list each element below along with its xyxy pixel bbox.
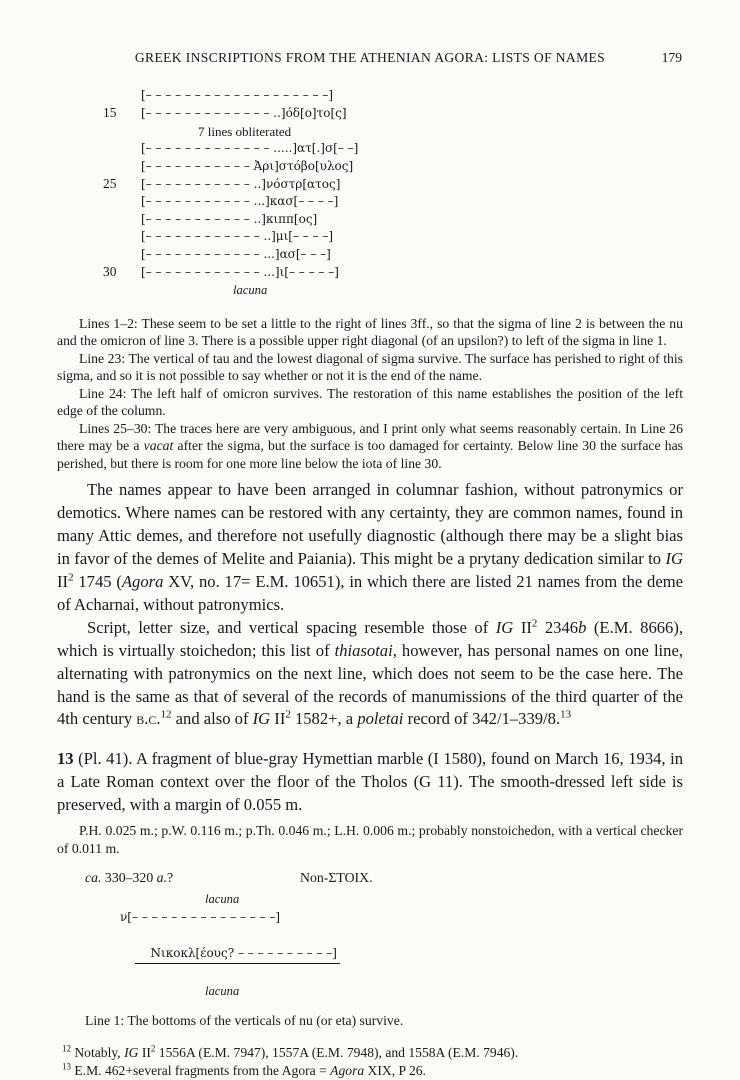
inscription-line-text: [– – – – – – – – – – – – – – – – – – –] — [141, 88, 334, 102]
inscription-line-text: [– – – – – – – – – – – ..]νόστρ[ατος] — [141, 177, 341, 192]
epigraphic-commentary — [57, 315, 683, 473]
inscription-line-text: [– – – – – – – – – – – – – ..]όδ[ο]το[ς] — [141, 106, 347, 121]
inscription-line-text: Νικοκλ[έους? – – – – – – – – – –] — [135, 944, 340, 964]
inscription-line — [57, 193, 683, 210]
inscription-line — [57, 228, 683, 245]
inscription-line-text: ν[– – – – – – – – – – – – – – –] — [120, 910, 281, 925]
inscription-line-text: [– – – – – – – – – – – – ..]μι[– – – –] — [141, 229, 334, 244]
page-number: 179 — [661, 50, 682, 65]
date-line — [57, 870, 683, 888]
catalogue-entry-13 — [57, 748, 683, 1029]
inscription-line-text: [– – – – – – – – – – – ..]κιππ[ος] — [141, 211, 318, 226]
commentary-paragraph: Lines 1–2: These seem to be set a little to the right of lines 3ff., so that the sigma of line 2 is between the nu and the omicron of line 3. There is a possible upper right diagonal (of an upsilon?) to left of the sigma in line 1. — [57, 315, 683, 349]
lacuna-label: lacuna — [205, 892, 240, 907]
line-note: Line 1: The bottoms of the verticals of nu (or eta) survive. — [85, 1013, 404, 1029]
inscription-line-text: [– – – – – – – – – – – ...]κασ[– – – –] — [141, 194, 339, 209]
footnotes — [57, 1044, 683, 1080]
line-number: 25 — [103, 176, 117, 192]
inscription-line — [57, 158, 683, 175]
line-number: 30 — [103, 264, 117, 280]
commentary-paragraph: Line 24: The left half of omicron survives. The restoration of this name establishes the position of the left edge of the column. — [57, 385, 683, 419]
lacuna-label: lacuna — [233, 283, 268, 298]
commentary-paragraph: Line 23: The vertical of tau and the lowest diagonal of sigma survive. The surface has perished to right of this sigma, and so it is not possible to say whether or not it is the end of the name. — [57, 350, 683, 384]
footnote-13: $^{13}$ E.M. 462+several fragments from the Agora = Agora XIX, P 26. — [62, 1061, 426, 1078]
footnote-12: $^{12}$ Notably, IG $II^2$ 1556A (E.M. 7947), 1557A (E.M. 7948), and 1558A (E.M. 7946). — [62, 1043, 519, 1060]
inscription-line — [120, 926, 683, 982]
body-paragraph: The names appear to have been arranged in columnar fashion, without patronymics or demotics. Where names can be restored with any certainty, they are common names, found in many Attic demes, and therefore not usefully diagnostic (although there may be a slight bias in favor of the demes of Melite and Paiania). This might be a prytany dedication similar to IG $II^2$ 1745 (Agora XV, no. 17= E.M. 10651), in which there are listed 21 names from the deme of Acharnai, without patronymics. — [57, 480, 683, 614]
entry-heading: 13 (Pl. 41). A fragment of blue-gray Hymettian marble (I 1580), found on March 16, 1934, in a Late Roman context over the floor of the Tholos (G 11). The smooth-dressed left side is preserved, with a margin of 0.055 m. — [57, 749, 683, 815]
inscription-line — [57, 263, 683, 281]
inscription-transcription-12 — [57, 87, 683, 300]
inscription-line — [57, 175, 683, 193]
stoichedon-label: Non-ΣΤΟΙΧ. — [300, 870, 373, 886]
line-number: 15 — [103, 105, 117, 121]
inscription-line — [57, 104, 683, 122]
inscription-line — [57, 246, 683, 263]
inscription-line — [57, 87, 683, 104]
discussion — [57, 479, 683, 731]
obliterated-note: 7 lines obliterated — [198, 123, 292, 139]
inscription-line — [57, 211, 683, 228]
commentary-paragraph: Lines 25–30: The traces here are very ambiguous, and I print only what seems reasonably certain. In Line 26 there may be a vacat after the sigma, but the surface is too damaged for certainty. Below line 30 the surface has perished, but there is room for one more line below the iota of line 30. — [57, 420, 683, 471]
inscription-line — [57, 140, 683, 157]
inscription-line-text: [– – – – – – – – – – – – – .....]ατ[.]σ[– –] — [141, 141, 359, 156]
document-page — [57, 0, 683, 1080]
inscription-line-text: [– – – – – – – – – – – Ἀρι]στόβο[υλος] — [141, 158, 354, 173]
inscription-line-text: [– – – – – – – – – – – – ...]ι[– – – – –] — [141, 265, 339, 280]
lacuna-label: lacuna — [205, 984, 240, 999]
inscription-transcription-13 — [57, 890, 683, 1000]
body-paragraph: Script, letter size, and vertical spacing resemble those of IG $II^2$ 2346b (E.M. 8666), which is virtually stoichedon; this list of thiasotai, however, has personal names on one line, alternating with patronymics on the next line, which does not seem to be the case here. The hand is the same as that of several of the records of manumissions of the third quarter of the 4th century b.c.$^{12}$ and also of IG $II^2$ 1582+, a poletai record of 342/1–339/8.13 — [57, 617, 684, 729]
inscription-line-text: [– – – – – – – – – – – – ...]ασ[– – –] — [141, 246, 331, 261]
measurements-line: P.H. 0.025 m.; p.W. 0.116 m.; p.Th. 0.046 m.; L.H. 0.006 m.; probably nonstoichedon, with a vertical checker of 0.011 m. — [57, 823, 683, 856]
date-label: ca. 330–320 a.? — [85, 870, 174, 886]
running-title: GREEK INSCRIPTIONS FROM THE ATHENIAN AGORA: LISTS OF NAMES — [134, 50, 606, 65]
page-header — [57, 50, 683, 66]
